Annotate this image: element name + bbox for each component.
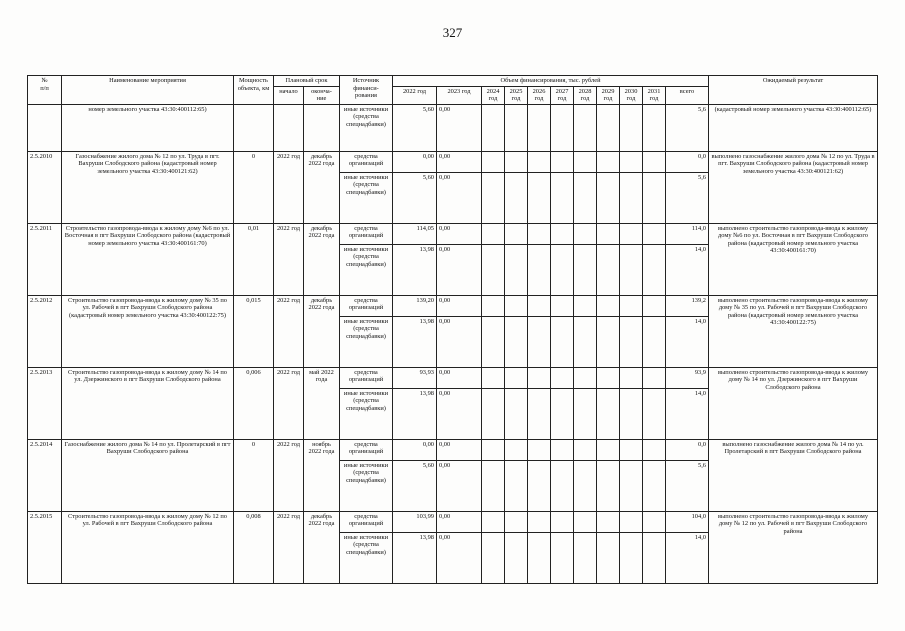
row-empty-year — [574, 104, 597, 151]
row-empty-year — [620, 295, 643, 316]
row-empty-year — [551, 104, 574, 151]
row-total: 114,0 — [666, 223, 709, 244]
row-empty-year — [551, 223, 574, 244]
row-empty-year — [643, 316, 666, 367]
row-empty-year — [528, 367, 551, 388]
row-result: выполнено строительство газопровода-ввода к жилому дому № 14 по ул. Дзержинского в пгт Вахруши Слободского района — [709, 367, 878, 439]
table-row — [28, 511, 878, 532]
row-empty-year — [505, 295, 528, 316]
row-2022-value: 0,00 — [393, 151, 437, 172]
row-empty-year — [574, 295, 597, 316]
row-empty-year — [482, 460, 505, 511]
row-total: 5,6 — [666, 172, 709, 223]
table-row — [28, 223, 878, 244]
row-empty-year — [528, 316, 551, 367]
row-number: 2.5.2012 — [28, 295, 62, 367]
row-total: 14,0 — [666, 316, 709, 367]
row-empty-year — [620, 511, 643, 532]
header-2023: 2023 год — [437, 86, 482, 104]
row-empty-year — [620, 151, 643, 172]
row-result: (кадастровый номер земельного участка 43:30:400112:65) — [709, 104, 878, 151]
row-empty-year — [643, 388, 666, 439]
financing-table — [27, 75, 878, 584]
row-name: Строительство газопровода-ввода к жилому дому № 14 по ул. Дзержинского в пгт Вахруши Слободского района — [62, 367, 234, 439]
row-start: 2022 год — [274, 223, 304, 295]
row-empty-year — [597, 460, 620, 511]
row-2022-value: 13,98 — [393, 532, 437, 583]
row-capacity: 0,006 — [234, 367, 274, 439]
row-empty-year — [643, 244, 666, 295]
table-row — [28, 104, 878, 151]
row-empty-year — [482, 151, 505, 172]
row-empty-year — [505, 316, 528, 367]
header-2029: 2029 год — [597, 86, 620, 104]
row-empty-year — [482, 223, 505, 244]
row-empty-year — [482, 316, 505, 367]
row-empty-year — [505, 367, 528, 388]
row-empty-year — [482, 439, 505, 460]
row-empty-year — [528, 104, 551, 151]
row-empty-year — [574, 172, 597, 223]
header-2028: 2028 год — [574, 86, 597, 104]
row-number: 2.5.2011 — [28, 223, 62, 295]
row-empty-year — [505, 532, 528, 583]
header-2027: 2027 год — [551, 86, 574, 104]
header-2031: 2031 год — [643, 86, 666, 104]
row-result: выполнено газоснабжение жилого дома № 12 по ул. Труда в пгт. Вахруши Слободского района (кадастровый номер земельного участка 43:30:400121:62) — [709, 151, 878, 223]
header-2025: 2025 год — [505, 86, 528, 104]
row-start — [274, 104, 304, 151]
row-empty-year — [528, 439, 551, 460]
row-2022-value: 13,98 — [393, 388, 437, 439]
row-empty-year — [597, 511, 620, 532]
row-total: 139,2 — [666, 295, 709, 316]
row-empty-year — [528, 295, 551, 316]
table-row — [28, 439, 878, 460]
row-source: средства организаций — [340, 295, 393, 316]
row-result: выполнено газоснабжение жилого дома № 14 по ул. Пролетарский в пгт Вахруши Слободского района — [709, 439, 878, 511]
row-source: иные источники (средства спецнадбавки) — [340, 388, 393, 439]
row-empty-year — [551, 244, 574, 295]
row-source: иные источники (средства спецнадбавки) — [340, 460, 393, 511]
row-total: 14,0 — [666, 244, 709, 295]
row-2022-value: 93,93 — [393, 367, 437, 388]
row-2023-value: 0,00 — [437, 316, 482, 367]
row-2023-value: 0,00 — [437, 511, 482, 532]
row-capacity: 0,01 — [234, 223, 274, 295]
header-volume: Объем финансирования, тыс. рублей — [393, 76, 709, 87]
header-total: всего — [666, 86, 709, 104]
table-row — [28, 151, 878, 172]
row-2023-value: 0,00 — [437, 460, 482, 511]
row-empty-year — [574, 316, 597, 367]
row-capacity: 0,015 — [234, 295, 274, 367]
row-empty-year — [597, 104, 620, 151]
row-total: 14,0 — [666, 532, 709, 583]
row-source: иные источники (средства спецнадбавки) — [340, 172, 393, 223]
row-empty-year — [528, 172, 551, 223]
header-end: оконча- ние — [304, 86, 340, 104]
row-empty-year — [597, 244, 620, 295]
row-empty-year — [551, 316, 574, 367]
row-start: 2022 год — [274, 511, 304, 583]
row-capacity — [234, 104, 274, 151]
row-source: средства организаций — [340, 151, 393, 172]
row-empty-year — [643, 367, 666, 388]
row-empty-year — [551, 295, 574, 316]
row-empty-year — [528, 223, 551, 244]
row-number: 2.5.2014 — [28, 439, 62, 511]
row-result: выполнено строительство газопровода-ввода к жилому дому №6 по ул. Восточная в пгт Вахруши Слободского района (кадастровый номер земельного участка 43:30:400161:70) — [709, 223, 878, 295]
header-row-1 — [28, 76, 878, 87]
row-total: 14,0 — [666, 388, 709, 439]
row-empty-year — [482, 388, 505, 439]
row-total: 5,6 — [666, 104, 709, 151]
row-empty-year — [551, 511, 574, 532]
row-empty-year — [505, 388, 528, 439]
row-empty-year — [505, 439, 528, 460]
row-2023-value: 0,00 — [437, 439, 482, 460]
row-result: выполнено строительство газопровода-ввода к жилому дому № 12 по ул. Рабочей в пгт Вахруши Слободского района — [709, 511, 878, 583]
row-empty-year — [620, 172, 643, 223]
row-capacity: 0 — [234, 151, 274, 223]
row-empty-year — [482, 172, 505, 223]
row-2022-value: 13,98 — [393, 316, 437, 367]
row-end: декабрь 2022 года — [304, 295, 340, 367]
row-empty-year — [643, 223, 666, 244]
row-empty-year — [597, 388, 620, 439]
row-empty-year — [574, 244, 597, 295]
row-empty-year — [574, 439, 597, 460]
row-empty-year — [620, 316, 643, 367]
row-empty-year — [505, 104, 528, 151]
row-total: 0,0 — [666, 151, 709, 172]
row-2022-value: 0,00 — [393, 439, 437, 460]
row-name: Строительство газопровода-ввода к жилому дому № 12 по ул. Рабочей в пгт Вахруши Слободского района — [62, 511, 234, 583]
header-planned-term: Плановый срок — [274, 76, 340, 87]
row-end — [304, 104, 340, 151]
row-empty-year — [620, 367, 643, 388]
row-empty-year — [597, 316, 620, 367]
row-empty-year — [643, 151, 666, 172]
row-empty-year — [620, 388, 643, 439]
row-2022-value: 114,05 — [393, 223, 437, 244]
row-end: декабрь 2022 года — [304, 511, 340, 583]
row-empty-year — [643, 532, 666, 583]
row-empty-year — [574, 223, 597, 244]
row-source: иные источники (средства спецнадбавки) — [340, 316, 393, 367]
row-empty-year — [551, 151, 574, 172]
row-empty-year — [574, 460, 597, 511]
row-2023-value: 0,00 — [437, 223, 482, 244]
header-name: Наименование мероприятия — [62, 76, 234, 105]
row-empty-year — [551, 439, 574, 460]
row-empty-year — [597, 532, 620, 583]
row-total: 104,0 — [666, 511, 709, 532]
row-total: 0,0 — [666, 439, 709, 460]
row-name: Газоснабжение жилого дома № 12 по ул. Труда в пгт. Вахруши Слободского района (кадастровый номер земельного участка 43:30:400121:62) — [62, 151, 234, 223]
row-total: 93,9 — [666, 367, 709, 388]
row-2023-value: 0,00 — [437, 388, 482, 439]
row-2023-value: 0,00 — [437, 295, 482, 316]
header-2024: 2024 год — [482, 86, 505, 104]
row-empty-year — [551, 532, 574, 583]
row-number: 2.5.2010 — [28, 151, 62, 223]
row-empty-year — [551, 367, 574, 388]
row-end: декабрь 2022 года — [304, 151, 340, 223]
row-empty-year — [620, 244, 643, 295]
row-start: 2022 год — [274, 295, 304, 367]
row-start: 2022 год — [274, 367, 304, 439]
row-empty-year — [620, 460, 643, 511]
row-empty-year — [505, 223, 528, 244]
table-row — [28, 295, 878, 316]
row-2022-value: 5,60 — [393, 460, 437, 511]
header-source: Источник финанси- рования — [340, 76, 393, 105]
row-start: 2022 год — [274, 151, 304, 223]
row-empty-year — [620, 532, 643, 583]
row-empty-year — [643, 460, 666, 511]
row-empty-year — [505, 172, 528, 223]
row-capacity: 0,008 — [234, 511, 274, 583]
row-total: 5,6 — [666, 460, 709, 511]
row-empty-year — [643, 172, 666, 223]
row-empty-year — [528, 244, 551, 295]
row-empty-year — [528, 511, 551, 532]
row-name: номер земельного участка 43:30:400112:65) — [62, 104, 234, 151]
row-empty-year — [620, 439, 643, 460]
row-empty-year — [597, 223, 620, 244]
row-number: 2.5.2013 — [28, 367, 62, 439]
row-empty-year — [620, 104, 643, 151]
row-empty-year — [482, 295, 505, 316]
row-2023-value: 0,00 — [437, 104, 482, 151]
row-empty-year — [482, 511, 505, 532]
header-num: № п/п — [28, 76, 62, 105]
page-number: 327 — [442, 25, 463, 40]
table-row — [28, 367, 878, 388]
row-end: май 2022 года — [304, 367, 340, 439]
row-empty-year — [482, 367, 505, 388]
row-source: средства организаций — [340, 367, 393, 388]
row-name: Строительство газопровода-ввода к жилому дому № 35 по ул. Рабочей в пгт Вахруши Слободского района (кадастровый номер земельного участка 43:30:400122:75) — [62, 295, 234, 367]
row-empty-year — [551, 172, 574, 223]
row-source: иные источники (средства спецнадбавки) — [340, 104, 393, 151]
row-2022-value: 103,99 — [393, 511, 437, 532]
row-empty-year — [528, 151, 551, 172]
row-empty-year — [482, 244, 505, 295]
row-empty-year — [597, 295, 620, 316]
row-empty-year — [528, 460, 551, 511]
row-source: иные источники (средства спецнадбавки) — [340, 244, 393, 295]
row-empty-year — [482, 532, 505, 583]
row-empty-year — [597, 151, 620, 172]
header-2026: 2026 год — [528, 86, 551, 104]
row-source: средства организаций — [340, 439, 393, 460]
row-2023-value: 0,00 — [437, 367, 482, 388]
row-empty-year — [505, 151, 528, 172]
row-end: декабрь 2022 года — [304, 223, 340, 295]
row-empty-year — [528, 532, 551, 583]
row-2023-value: 0,00 — [437, 151, 482, 172]
row-empty-year — [574, 388, 597, 439]
row-empty-year — [482, 104, 505, 151]
row-start: 2022 год — [274, 439, 304, 511]
header-2022: 2022 год — [393, 86, 437, 104]
row-source: иные источники (средства спецнадбавки) — [340, 532, 393, 583]
row-empty-year — [505, 244, 528, 295]
row-capacity: 0 — [234, 439, 274, 511]
row-empty-year — [551, 388, 574, 439]
header-start: начало — [274, 86, 304, 104]
row-empty-year — [505, 460, 528, 511]
row-2023-value: 0,00 — [437, 172, 482, 223]
row-empty-year — [574, 367, 597, 388]
row-empty-year — [597, 367, 620, 388]
row-empty-year — [643, 104, 666, 151]
row-2022-value: 139,20 — [393, 295, 437, 316]
row-result: выполнено строительство газопровода-ввода к жилому дому № 35 по ул. Рабочей в пгт Вахруши Слободского района (кадастровый номер земельного участка 43:30:400122:75) — [709, 295, 878, 367]
row-empty-year — [620, 223, 643, 244]
row-number — [28, 104, 62, 151]
row-empty-year — [574, 151, 597, 172]
row-empty-year — [551, 460, 574, 511]
row-empty-year — [597, 172, 620, 223]
row-empty-year — [643, 439, 666, 460]
header-2030: 2030 год — [620, 86, 643, 104]
row-2022-value: 5,60 — [393, 104, 437, 151]
row-2022-value: 13,98 — [393, 244, 437, 295]
row-empty-year — [574, 511, 597, 532]
row-empty-year — [528, 388, 551, 439]
row-empty-year — [597, 439, 620, 460]
row-number: 2.5.2015 — [28, 511, 62, 583]
row-source: средства организаций — [340, 223, 393, 244]
row-end: ноябрь 2022 года — [304, 439, 340, 511]
row-source: средства организаций — [340, 511, 393, 532]
row-2023-value: 0,00 — [437, 244, 482, 295]
row-empty-year — [643, 295, 666, 316]
row-2023-value: 0,00 — [437, 532, 482, 583]
row-name: Газоснабжение жилого дома № 14 по ул. Пролетарский в пгт Вахруши Слободского района — [62, 439, 234, 511]
row-2022-value: 5,60 — [393, 172, 437, 223]
header-capacity: Мощность объекта, км — [234, 76, 274, 105]
row-empty-year — [505, 511, 528, 532]
row-empty-year — [643, 511, 666, 532]
header-result: Ожидаемый результат — [709, 76, 878, 105]
row-empty-year — [574, 532, 597, 583]
row-name: Строительство газопровода-ввода к жилому дому №6 по ул. Восточная в пгт Вахруши Слободского района (кадастровый номер земельного участка 43:30:400161:70) — [62, 223, 234, 295]
